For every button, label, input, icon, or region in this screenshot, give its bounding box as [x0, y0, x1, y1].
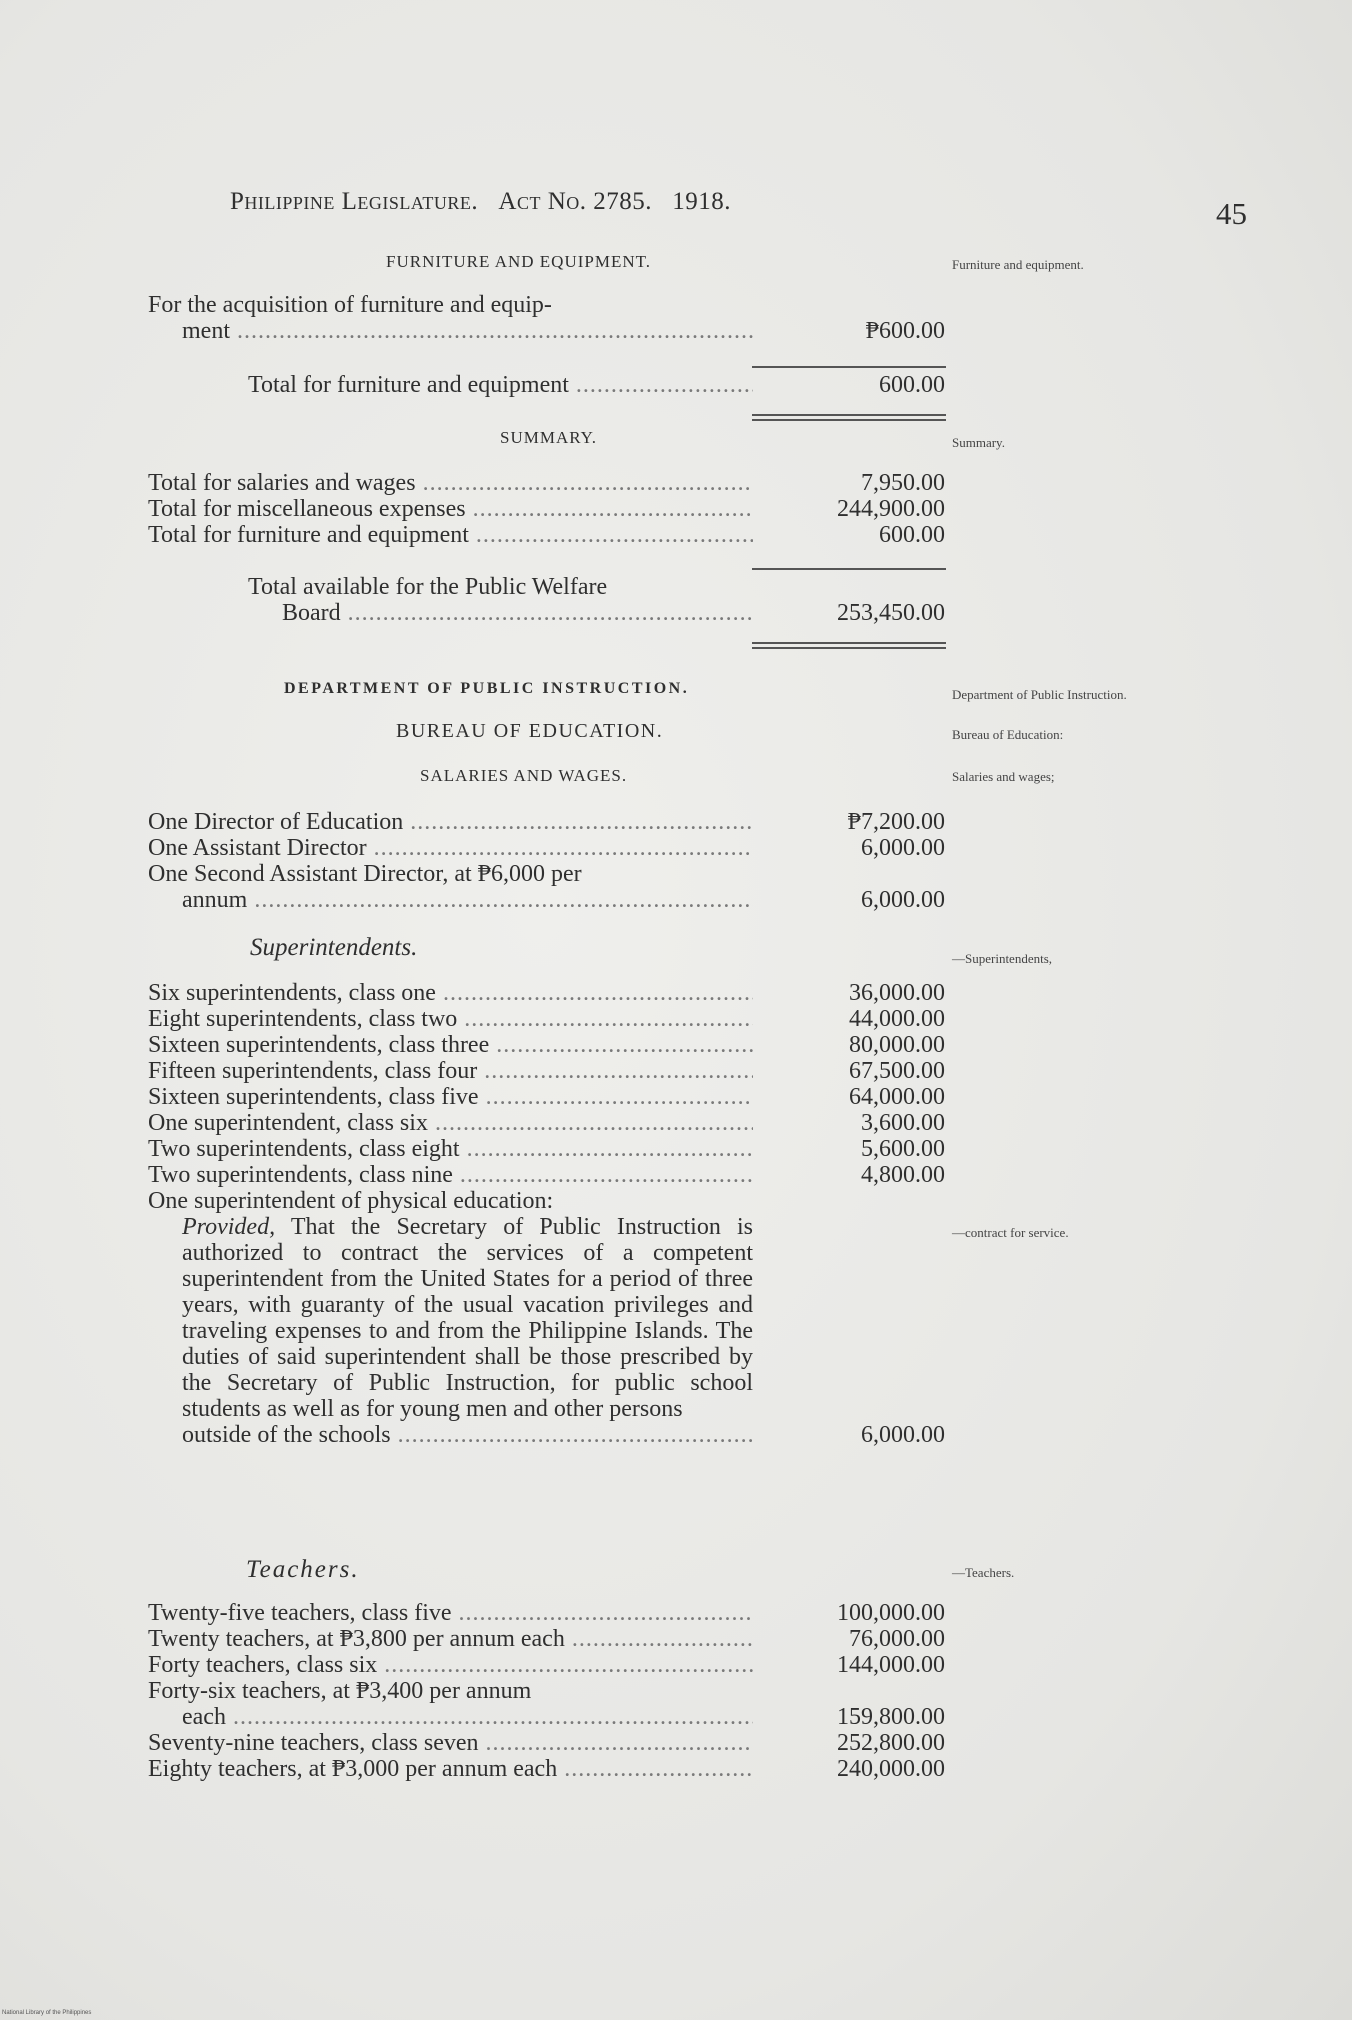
summary-row-label: Total for furniture and equipment ..... — [148, 522, 753, 548]
margin-note-superintendents: —Superintendents, — [952, 951, 1053, 966]
furniture-double-rule — [752, 414, 946, 421]
forty-six-teachers-line1: Forty-six teachers, at ₱3,400 per annum — [148, 1678, 532, 1704]
department-row-value: ₱7,200.00 — [847, 809, 945, 835]
superintendent-row-value: 67,500.00 — [849, 1058, 945, 1084]
teacher-row-value: 100,000.00 — [837, 1600, 945, 1626]
superintendent-row-value: 36,000.00 — [849, 980, 945, 1006]
physical-education-value: 6,000.00 — [861, 1422, 945, 1448]
second-assistant-line2: annum ..... — [148, 887, 753, 913]
margin-note-furniture: Furniture and equipment. — [952, 257, 1084, 272]
teacher-row-label: Twenty teachers, at ₱3,800 per annum each ..... — [148, 1626, 753, 1652]
forty-six-teachers-line2: each ..... — [148, 1704, 753, 1730]
footer-credit: National Library of the Philippines — [2, 2010, 92, 2016]
teacher-row-label: Forty teachers, class six ..... — [148, 1652, 753, 1678]
physical-education-line1: One superintendent of physical education: — [148, 1188, 554, 1214]
superintendent-row-value: 64,000.00 — [849, 1084, 945, 1110]
summary-heading: SUMMARY. — [500, 428, 597, 447]
second-assistant-line1: One Second Assistant Director, at ₱6,000 per — [148, 861, 582, 887]
proviso-text: That the Secretary of Public Instruction is authorized to contract the services of a competent superintendent from the United States for a period of three years, with guaranty of the usual vacation privileges and traveling expenses to and from the Philippine Islands. The duties of said superintendent shall be those prescribed by the Secretary of Public Instruction, for public school students as well as for young men and other persons — [182, 1214, 753, 1422]
superintendent-row-label: Fifteen superintendents, class four ..... — [148, 1058, 753, 1084]
margin-note-department: Department of Public Instruction. — [952, 687, 1127, 702]
margin-note-summary: Summary. — [952, 435, 1005, 450]
department-row-value: 6,000.00 — [861, 835, 945, 861]
salaries-heading: SALARIES AND WAGES. — [420, 766, 628, 785]
summary-double-rule — [752, 642, 946, 649]
furniture-heading: FURNITURE AND EQUIPMENT. — [386, 252, 651, 271]
forty-six-teachers-value: 159,800.00 — [837, 1704, 945, 1730]
second-assistant-value: 6,000.00 — [861, 887, 945, 913]
superintendent-row-label: Sixteen superintendents, class three ..... — [148, 1032, 753, 1058]
summary-row-value: 7,950.00 — [861, 470, 945, 496]
teacher-row-label: Seventy-nine teachers, class seven ..... — [148, 1730, 753, 1756]
summary-row-label: Total for miscellaneous expenses ..... — [148, 496, 753, 522]
superintendent-row-value: 4,800.00 — [861, 1162, 945, 1188]
teacher-row-value: 252,800.00 — [837, 1730, 945, 1756]
summary-rule — [752, 568, 946, 570]
superintendents-block — [148, 980, 948, 1448]
department-heading: DEPARTMENT OF PUBLIC INSTRUCTION. — [284, 680, 690, 697]
superintendent-row-label: Two superintendents, class eight ..... — [148, 1136, 753, 1162]
margin-note-teachers: —Teachers. — [952, 1565, 1015, 1580]
summary-total-value: 253,450.00 — [837, 600, 945, 626]
margin-note-contract: —contract for service. — [952, 1225, 1069, 1240]
teachers-block — [148, 1600, 948, 1782]
summary-row-label: Total for salaries and wages ..... — [148, 470, 753, 496]
superintendent-row-value: 3,600.00 — [861, 1110, 945, 1136]
physical-education-last: outside of the schools ..... — [148, 1422, 753, 1448]
summary-block — [148, 470, 948, 548]
teacher-row-value: 240,000.00 — [837, 1756, 945, 1782]
furniture-item-value: ₱600.00 — [865, 318, 945, 344]
summary-row-value: 600.00 — [879, 522, 945, 548]
summary-total-block — [248, 574, 948, 626]
margin-note-bureau: Bureau of Education: — [952, 727, 1064, 742]
proviso-paragraph — [148, 1214, 753, 1422]
superintendent-row-label: Two superintendents, class nine ..... — [148, 1162, 753, 1188]
superintendent-row-value: 44,000.00 — [849, 1006, 945, 1032]
running-header — [230, 188, 731, 216]
furniture-total-block — [248, 372, 948, 398]
superintendent-row-label: Sixteen superintendents, class five ..... — [148, 1084, 753, 1110]
furniture-item-line2: ment ..... — [148, 318, 753, 344]
teacher-row-value: 76,000.00 — [849, 1626, 945, 1652]
page-number: 45 — [1216, 196, 1247, 231]
furniture-rule — [752, 366, 946, 368]
department-block — [148, 809, 948, 913]
margin-note-salaries: Salaries and wages; — [952, 769, 1055, 784]
bureau-heading: BUREAU OF EDUCATION. — [396, 720, 664, 742]
department-row-label: One Director of Education ..... — [148, 809, 753, 835]
act-number: Act No. 2785. — [498, 188, 653, 215]
teachers-heading: Teachers. — [246, 1556, 360, 1583]
summary-total-line2: Board ..... — [248, 600, 753, 626]
superintendent-row-label: Six superintendents, class one ..... — [148, 980, 753, 1006]
superintendent-row-value: 5,600.00 — [861, 1136, 945, 1162]
running-title: Philippine Legislature. — [230, 188, 479, 215]
superintendents-heading: Superintendents. — [250, 934, 418, 961]
superintendent-row-value: 80,000.00 — [849, 1032, 945, 1058]
provided-word: Provided, — [182, 1214, 276, 1240]
teacher-row-label: Twenty-five teachers, class five ..... — [148, 1600, 753, 1626]
furniture-total-label: Total for furniture and equipment ..... — [248, 372, 753, 398]
superintendent-row-label: Eight superintendents, class two ..... — [148, 1006, 753, 1032]
superintendent-row-label: One superintendent, class six ..... — [148, 1110, 753, 1136]
furniture-block — [148, 292, 948, 344]
department-row-label: One Assistant Director ..... — [148, 835, 753, 861]
summary-row-value: 244,900.00 — [837, 496, 945, 522]
summary-total-line1: Total available for the Public Welfare — [248, 574, 608, 600]
furniture-item-line1: For the acquisition of furniture and equip- — [148, 292, 552, 318]
year: 1918. — [672, 188, 732, 215]
teacher-row-label: Eighty teachers, at ₱3,000 per annum each ..... — [148, 1756, 753, 1782]
furniture-total-value: 600.00 — [879, 372, 945, 398]
teacher-row-value: 144,000.00 — [837, 1652, 945, 1678]
